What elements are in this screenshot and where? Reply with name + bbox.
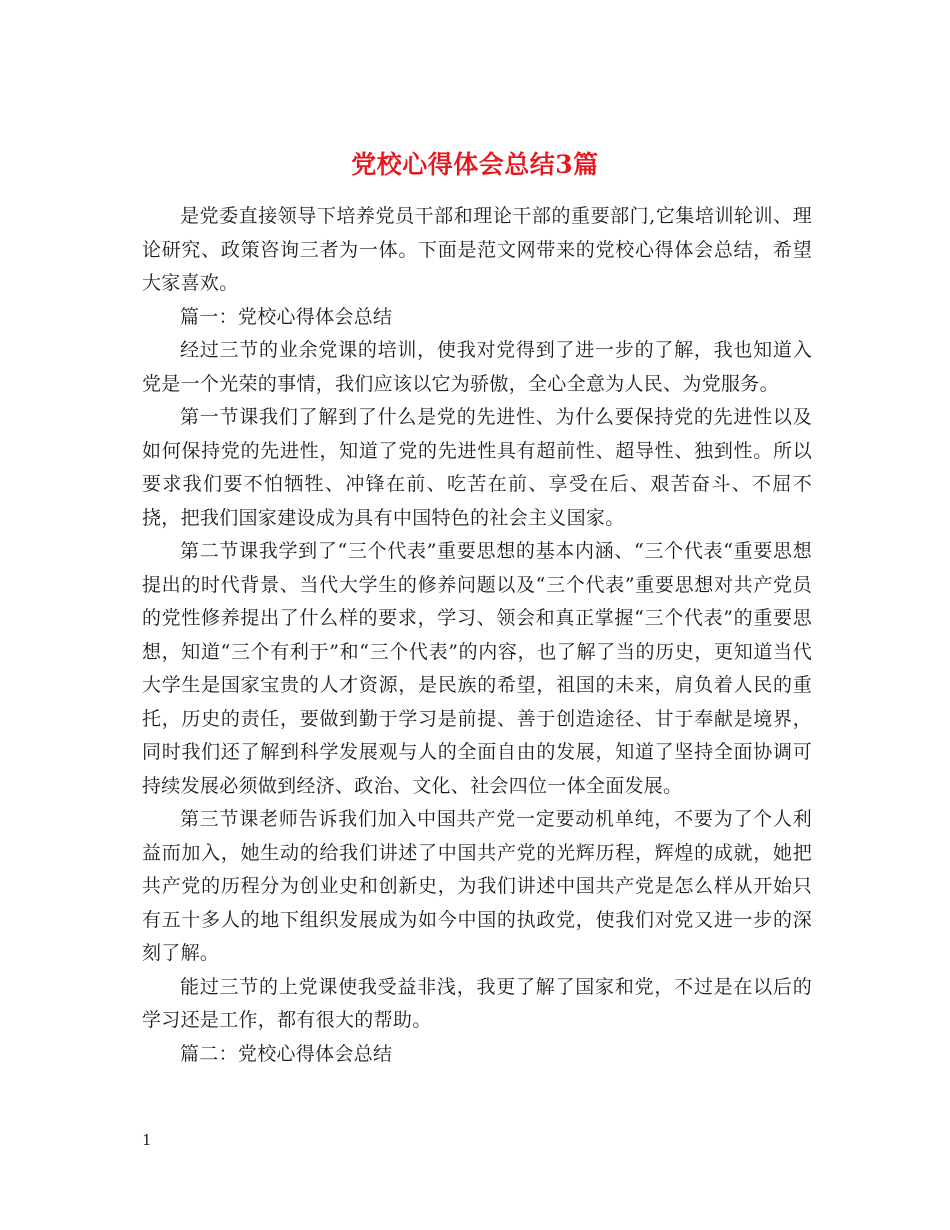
section-heading-1: 篇一：党校心得体会总结 xyxy=(180,305,393,328)
paragraph-intro: 是党委直接领导下培养党员干部和理论干部的重要部门,它集培训轮训、理论研究、政策咨询三者为一体。下面是范文网带来的党校心得体会总结，希望大家喜欢。 xyxy=(142,205,812,294)
paragraph: 第二节课我学到了“三个代表”重要思想的基本内涵、“三个代表“重要思想提出的时代背景、当代大学生的修养问题以及“三个代表”重要思想对共产党员的党性修养提出了什么样的要求，学习、领会和真正掌握“三个代表”的重要思想，知道“三个有利于”和“三个代表”的内容，也了解了当的历史，更知道当代大学生是国家宝贵的人才资源，是民族的希望，祖国的未来，肩负着人民的重托，历史的责任，要做到勤于学习是前提、善于创造途径、甘于奉献是境界，同时我们还了解到科学发展观与人的全面自由的发展，知道了坚持全面协调可持续发展必须做到经济、政治、文化、社会四位一体全面发展。 xyxy=(142,540,812,797)
section-heading-2: 篇二：党校心得体会总结 xyxy=(180,1042,393,1065)
document-body xyxy=(142,200,812,1071)
paragraph: 经过三节的业余党课的培训，使我对党得到了进一步的了解，我也知道入党是一个光荣的事情，我们应该以它为骄傲，全心全意为人民、为党服务。 xyxy=(142,339,812,395)
document-title: 党校心得体会总结3篇 xyxy=(351,149,599,179)
paragraph: 能过三节的上党课使我受益非浅，我更了解了国家和党，不过是在以后的学习还是工作，都有很大的帮助。 xyxy=(142,975,812,1031)
page-number: 1 xyxy=(142,1131,152,1149)
paragraph: 第三节课老师告诉我们加入中国共产党一定要动机单纯，不要为了个人利益而加入，她生动的给我们讲述了中国共产党的光辉历程，辉煌的成就，她把共产党的历程分为创业史和创新史，为我们讲述中国共产党是怎么样从开始只有五十多人的地下组织发展成为如今中国的执政党，使我们对党又进一步的深刻了解。 xyxy=(142,808,812,964)
paragraph: 第一节课我们了解到了什么是党的先进性、为什么要保持党的先进性以及如何保持党的先进性，知道了党的先进性具有超前性、超导性、独到性。所以要求我们要不怕牺牲、冲锋在前、吃苦在前、享受在后、艰苦奋斗、不屈不挠，把我们国家建设成为具有中国特色的社会主义国家。 xyxy=(142,406,812,529)
